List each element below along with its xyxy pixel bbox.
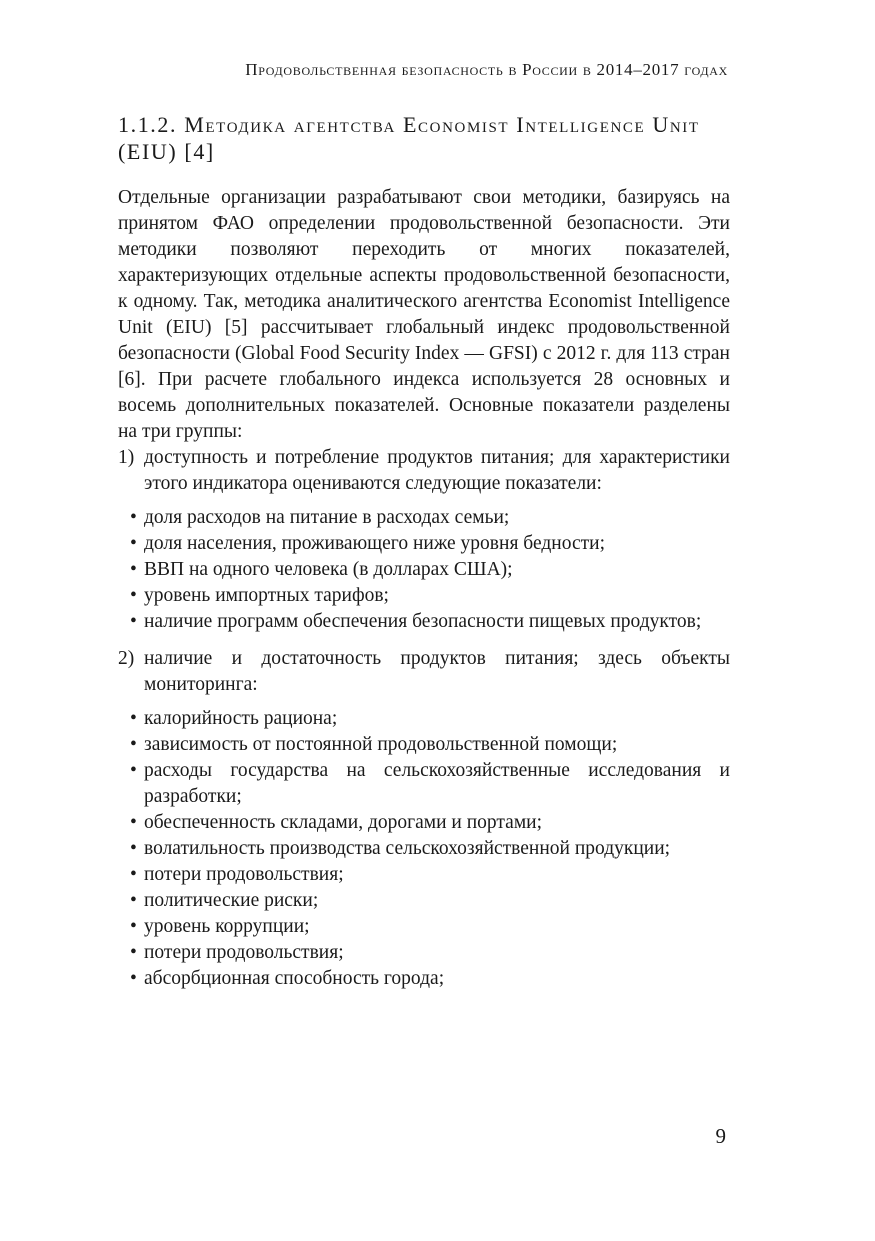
bullet-text: зависимость от постоянной продовольственной помощи; <box>144 734 618 755</box>
bullet-icon: • <box>130 890 137 911</box>
list-item <box>130 609 730 635</box>
list-item <box>130 914 730 940</box>
bullet-text: уровень коррупции; <box>144 916 310 937</box>
bullet-icon: • <box>130 916 137 937</box>
intro-paragraph: Отдельные организации разрабатывают свои методики, базируясь на принятом ФАО определении продовольственной безопасности. Эти методики позволяют переходить от многих показателей, характеризующих отдельные аспекты продовольственной безопасности, к одному. Так, методика аналитического агентства Economist Intelligence Unit (EIU) [5] рассчитывает глобальный индекс продовольственной безопасности (Global Food Security Index — GFSI) с 2012 г. для 113 стран [6]. При расчете глобального индекса используется 28 основных и восемь дополнительных показателей. Основные показатели разделены на три группы: <box>118 187 730 442</box>
bullet-icon: • <box>130 760 137 781</box>
list-item <box>130 505 730 531</box>
running-head: Продовольственная безопасность в России в 2014–2017 годах <box>245 60 728 79</box>
page-body <box>118 185 730 1003</box>
book-page <box>118 0 730 1241</box>
bullet-text: потери продовольствия; <box>144 942 344 963</box>
group-2-text: наличие и достаточность продуктов питания; здесь объекты мониторинга: <box>144 648 730 695</box>
list-item <box>130 583 730 609</box>
bullet-icon: • <box>130 812 137 833</box>
bullet-icon: • <box>130 734 137 755</box>
list-item <box>130 732 730 758</box>
bullet-icon: • <box>130 864 137 885</box>
bullet-text: волатильность производства сельскохозяйственной продукции; <box>144 838 671 859</box>
group-1-text: доступность и потребление продуктов питания; для характеристики этого индикатора оцениваются следующие показатели: <box>144 447 730 494</box>
bullet-text: обеспеченность складами, дорогами и портами; <box>144 812 543 833</box>
group-1-bullet-list <box>130 505 730 635</box>
bullet-icon: • <box>130 533 137 554</box>
list-item <box>130 706 730 732</box>
list-item <box>130 940 730 966</box>
bullet-text: политические риски; <box>144 890 319 911</box>
group-2-number: 2) <box>118 648 135 669</box>
group-2-bullet-list <box>130 706 730 992</box>
bullet-icon: • <box>130 585 137 606</box>
bullet-text: уровень импортных тарифов; <box>144 585 389 606</box>
bullet-text: калорийность рациона; <box>144 708 338 729</box>
list-item <box>130 758 730 810</box>
list-item <box>130 531 730 557</box>
bullet-icon: • <box>130 968 137 989</box>
list-item <box>130 888 730 914</box>
group-2 <box>118 646 730 698</box>
bullet-icon: • <box>130 611 137 632</box>
bullet-text: доля расходов на питание в расходах семьи; <box>144 507 510 528</box>
bullet-text: расходы государства на сельскохозяйственные исследования и разработки; <box>144 760 730 807</box>
bullet-icon: • <box>130 838 137 859</box>
list-item <box>130 862 730 888</box>
bullet-text: наличие программ обеспечения безопасности пищевых продуктов; <box>144 611 702 632</box>
list-item <box>130 810 730 836</box>
bullet-icon: • <box>130 942 137 963</box>
group-1-number: 1) <box>118 447 135 468</box>
group-1 <box>118 445 730 497</box>
bullet-icon: • <box>130 708 137 729</box>
list-item <box>130 836 730 862</box>
bullet-text: ВВП на одного человека (в долларах США); <box>144 559 513 580</box>
page-number: 9 <box>715 1124 726 1148</box>
bullet-text: доля населения, проживающего ниже уровня бедности; <box>144 533 605 554</box>
bullet-icon: • <box>130 507 137 528</box>
bullet-icon: • <box>130 559 137 580</box>
bullet-text: абсорбционная способность города; <box>144 968 445 989</box>
section-heading: 1.1.2. Методика агентства Economist Intelligence Unit (EIU) [4] <box>118 112 700 164</box>
list-item <box>130 557 730 583</box>
list-item <box>130 966 730 992</box>
bullet-text: потери продовольствия; <box>144 864 344 885</box>
